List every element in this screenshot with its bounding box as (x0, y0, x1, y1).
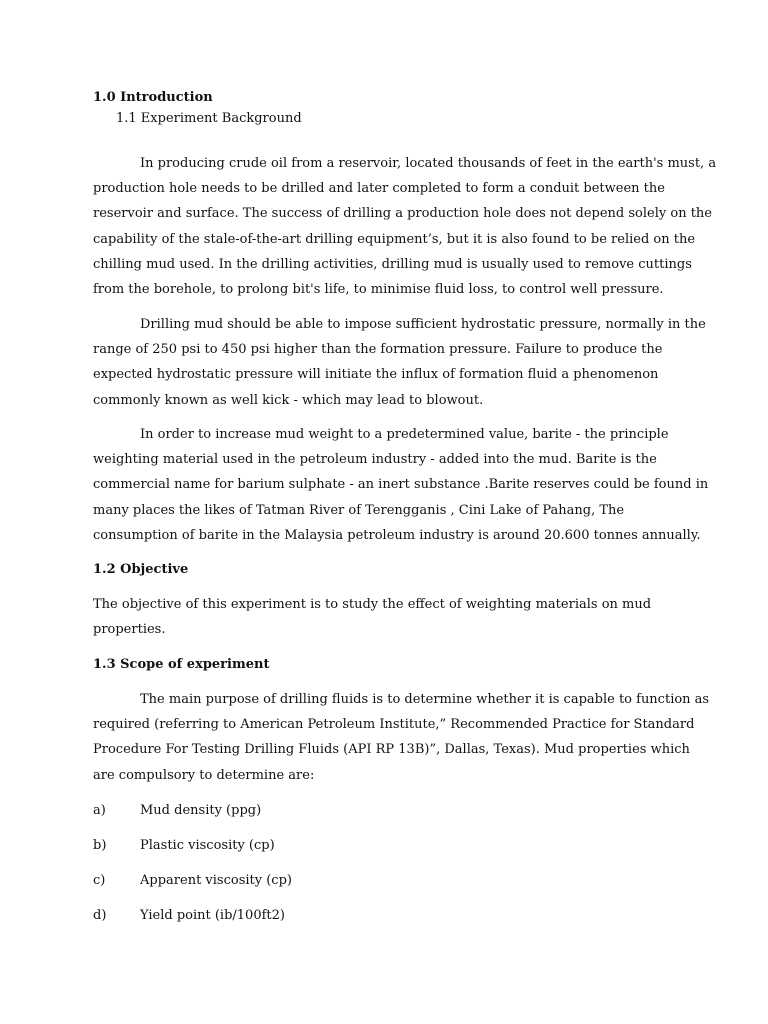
text-line: commonly known as well kick - which may lead to blowout. (93, 392, 484, 408)
section-heading-introduction: 1.0 Introduction (93, 90, 213, 105)
text-line: commercial name for barium sulphate - an inert substance .Barite reserves could be found in (93, 477, 709, 493)
text-line: chilling mud used. In the drilling activities, drilling mud is usually used to remove cuttings (93, 256, 692, 272)
text-line: Drilling mud should be able to impose sufficient hydrostatic pressure, normally in the (140, 317, 706, 332)
list-item-text: Apparent viscosity (cp) (140, 873, 292, 888)
subsection-heading-background: 1.1 Experiment Background (116, 111, 302, 126)
paragraph-objective (93, 592, 683, 642)
text-line: weighting material used in the petroleum industry - added into the mud. Barite is the (93, 452, 657, 468)
paragraph-scope (93, 687, 710, 788)
text-line: capability of the stale-of-the-art drilling equipment’s, but it is also found to be relied on the (93, 231, 696, 247)
list-item-text: Yield point (ib/100ft2) (140, 908, 285, 923)
paragraph-background-2 (93, 312, 706, 413)
text-line: from the borehole, to prolong bit's life, to minimise fluid loss, to control well pressure. (93, 282, 664, 298)
paragraph-background-1 (93, 151, 717, 302)
list-marker: c) (93, 873, 106, 888)
text-line: consumption of barite in the Malaysia petroleum industry is around 20.600 tonnes annually. (93, 527, 701, 543)
list-marker: a) (93, 803, 106, 818)
text-line: many places the likes of Tatman River of Terengganis , Cini Lake of Pahang, The (93, 502, 625, 518)
text-line: Procedure For Testing Drilling Fluids (API RP 13B)”, Dallas, Texas). Mud properties which (93, 742, 690, 758)
list-marker: b) (93, 838, 107, 853)
text-line: reservoir and surface. The success of drilling a production hole does not depend solely on the (93, 206, 712, 222)
list-marker: d) (93, 908, 107, 923)
section-heading-scope: 1.3 Scope of experiment (93, 657, 270, 672)
text-line: production hole needs to be drilled and later completed to form a conduit between the (93, 181, 665, 197)
paragraph-background-3 (93, 422, 709, 548)
text-line: The objective of this experiment is to study the effect of weighting materials on mud (93, 597, 652, 612)
section-heading-objective: 1.2 Objective (93, 562, 189, 577)
text-line: are compulsory to determine are: (93, 767, 315, 783)
text-line: expected hydrostatic pressure will initiate the influx of formation fluid a phenomenon (93, 367, 659, 383)
text-line: required (referring to American Petroleum Institute,” Recommended Practice for Standard (93, 717, 695, 733)
text-line: In producing crude oil from a reservoir, located thousands of feet in the earth's must, a (140, 156, 717, 171)
text-line: properties. (93, 622, 166, 638)
text-line: In order to increase mud weight to a predetermined value, barite - the principle (140, 427, 669, 442)
list-item-text: Mud density (ppg) (140, 803, 262, 818)
text-line: range of 250 psi to 450 psi higher than the formation pressure. Failure to produce the (93, 342, 663, 358)
list-item-text: Plastic viscosity (cp) (140, 838, 275, 853)
text-line: The main purpose of drilling fluids is to determine whether it is capable to function as (140, 692, 710, 707)
